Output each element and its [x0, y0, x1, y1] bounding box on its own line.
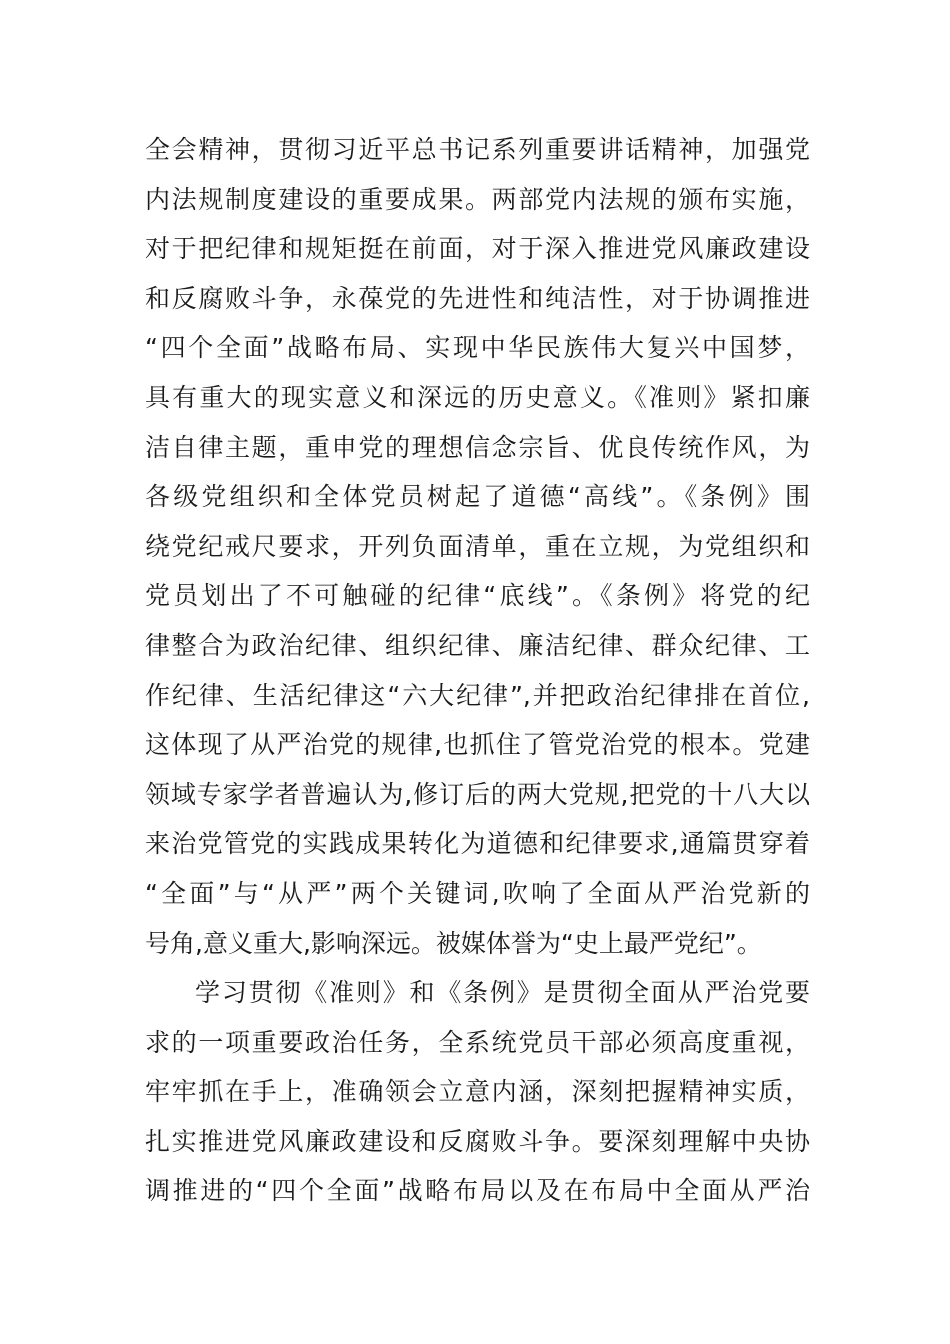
- text-line: 作纪律、生活纪律这“六大纪律”,并把政治纪律排在首位,: [145, 680, 810, 710]
- text-line: 号角,意义重大,影响深远。被媒体誉为“史上最严党纪”。: [145, 928, 762, 958]
- text-line: 学习贯彻《准则》和《条例》是贯彻全面从严治党要: [195, 978, 810, 1008]
- text-line: 调推进的“四个全面”战略布局以及在布局中全面从严治: [145, 1176, 810, 1206]
- text-line: “全面”与“从严”两个关键词,吹响了全面从严治党新的: [145, 878, 810, 908]
- text-line: 具有重大的现实意义和深远的历史意义。《准则》紧扣廉: [145, 382, 810, 412]
- text-line: 这体现了从严治党的规律,也抓住了管党治党的根本。党建: [145, 730, 810, 760]
- text-line: “四个全面”战略布局、实现中华民族伟大复兴中国梦，: [145, 333, 810, 363]
- text-line: 全会精神，贯彻习近平总书记系列重要讲话精神，加强党: [145, 135, 810, 164]
- text-line: 内法规制度建设的重要成果。两部党内法规的颁布实施，: [145, 184, 810, 214]
- text-line: 来治党管党的实践成果转化为道德和纪律要求,通篇贯穿着: [145, 829, 810, 859]
- text-line: 求的一项重要政治任务，全系统党员干部必须高度重视，: [145, 1027, 810, 1057]
- text-line: 党员划出了不可触碰的纪律“底线”。《条例》将党的纪: [145, 581, 810, 611]
- text-line: 扎实推进党风廉政建设和反腐败斗争。要深刻理解中央协: [145, 1126, 810, 1156]
- text-line: 各级党组织和全体党员树起了道德“高线”。《条例》围: [145, 482, 810, 512]
- paragraph: [145, 125, 810, 968]
- text-line: 绕党纪戒尺要求，开列负面清单，重在立规，为党组织和: [145, 531, 810, 561]
- text-line: 对于把纪律和规矩挺在前面，对于深入推进党风廉政建设: [145, 234, 810, 264]
- text-line: 牢牢抓在手上，准确领会立意内涵，深刻把握精神实质，: [145, 1077, 810, 1107]
- text-line: 律整合为政治纪律、组织纪律、廉洁纪律、群众纪律、工: [145, 630, 810, 660]
- document-body: [145, 125, 810, 1216]
- paragraph: [145, 968, 810, 1216]
- text-line: 洁自律主题，重申党的理想信念宗旨、优良传统作风，为: [145, 432, 810, 462]
- text-line: 领域专家学者普遍认为,修订后的两大党规,把党的十八大以: [145, 779, 810, 809]
- text-line: 和反腐败斗争，永葆党的先进性和纯洁性，对于协调推进: [145, 283, 810, 313]
